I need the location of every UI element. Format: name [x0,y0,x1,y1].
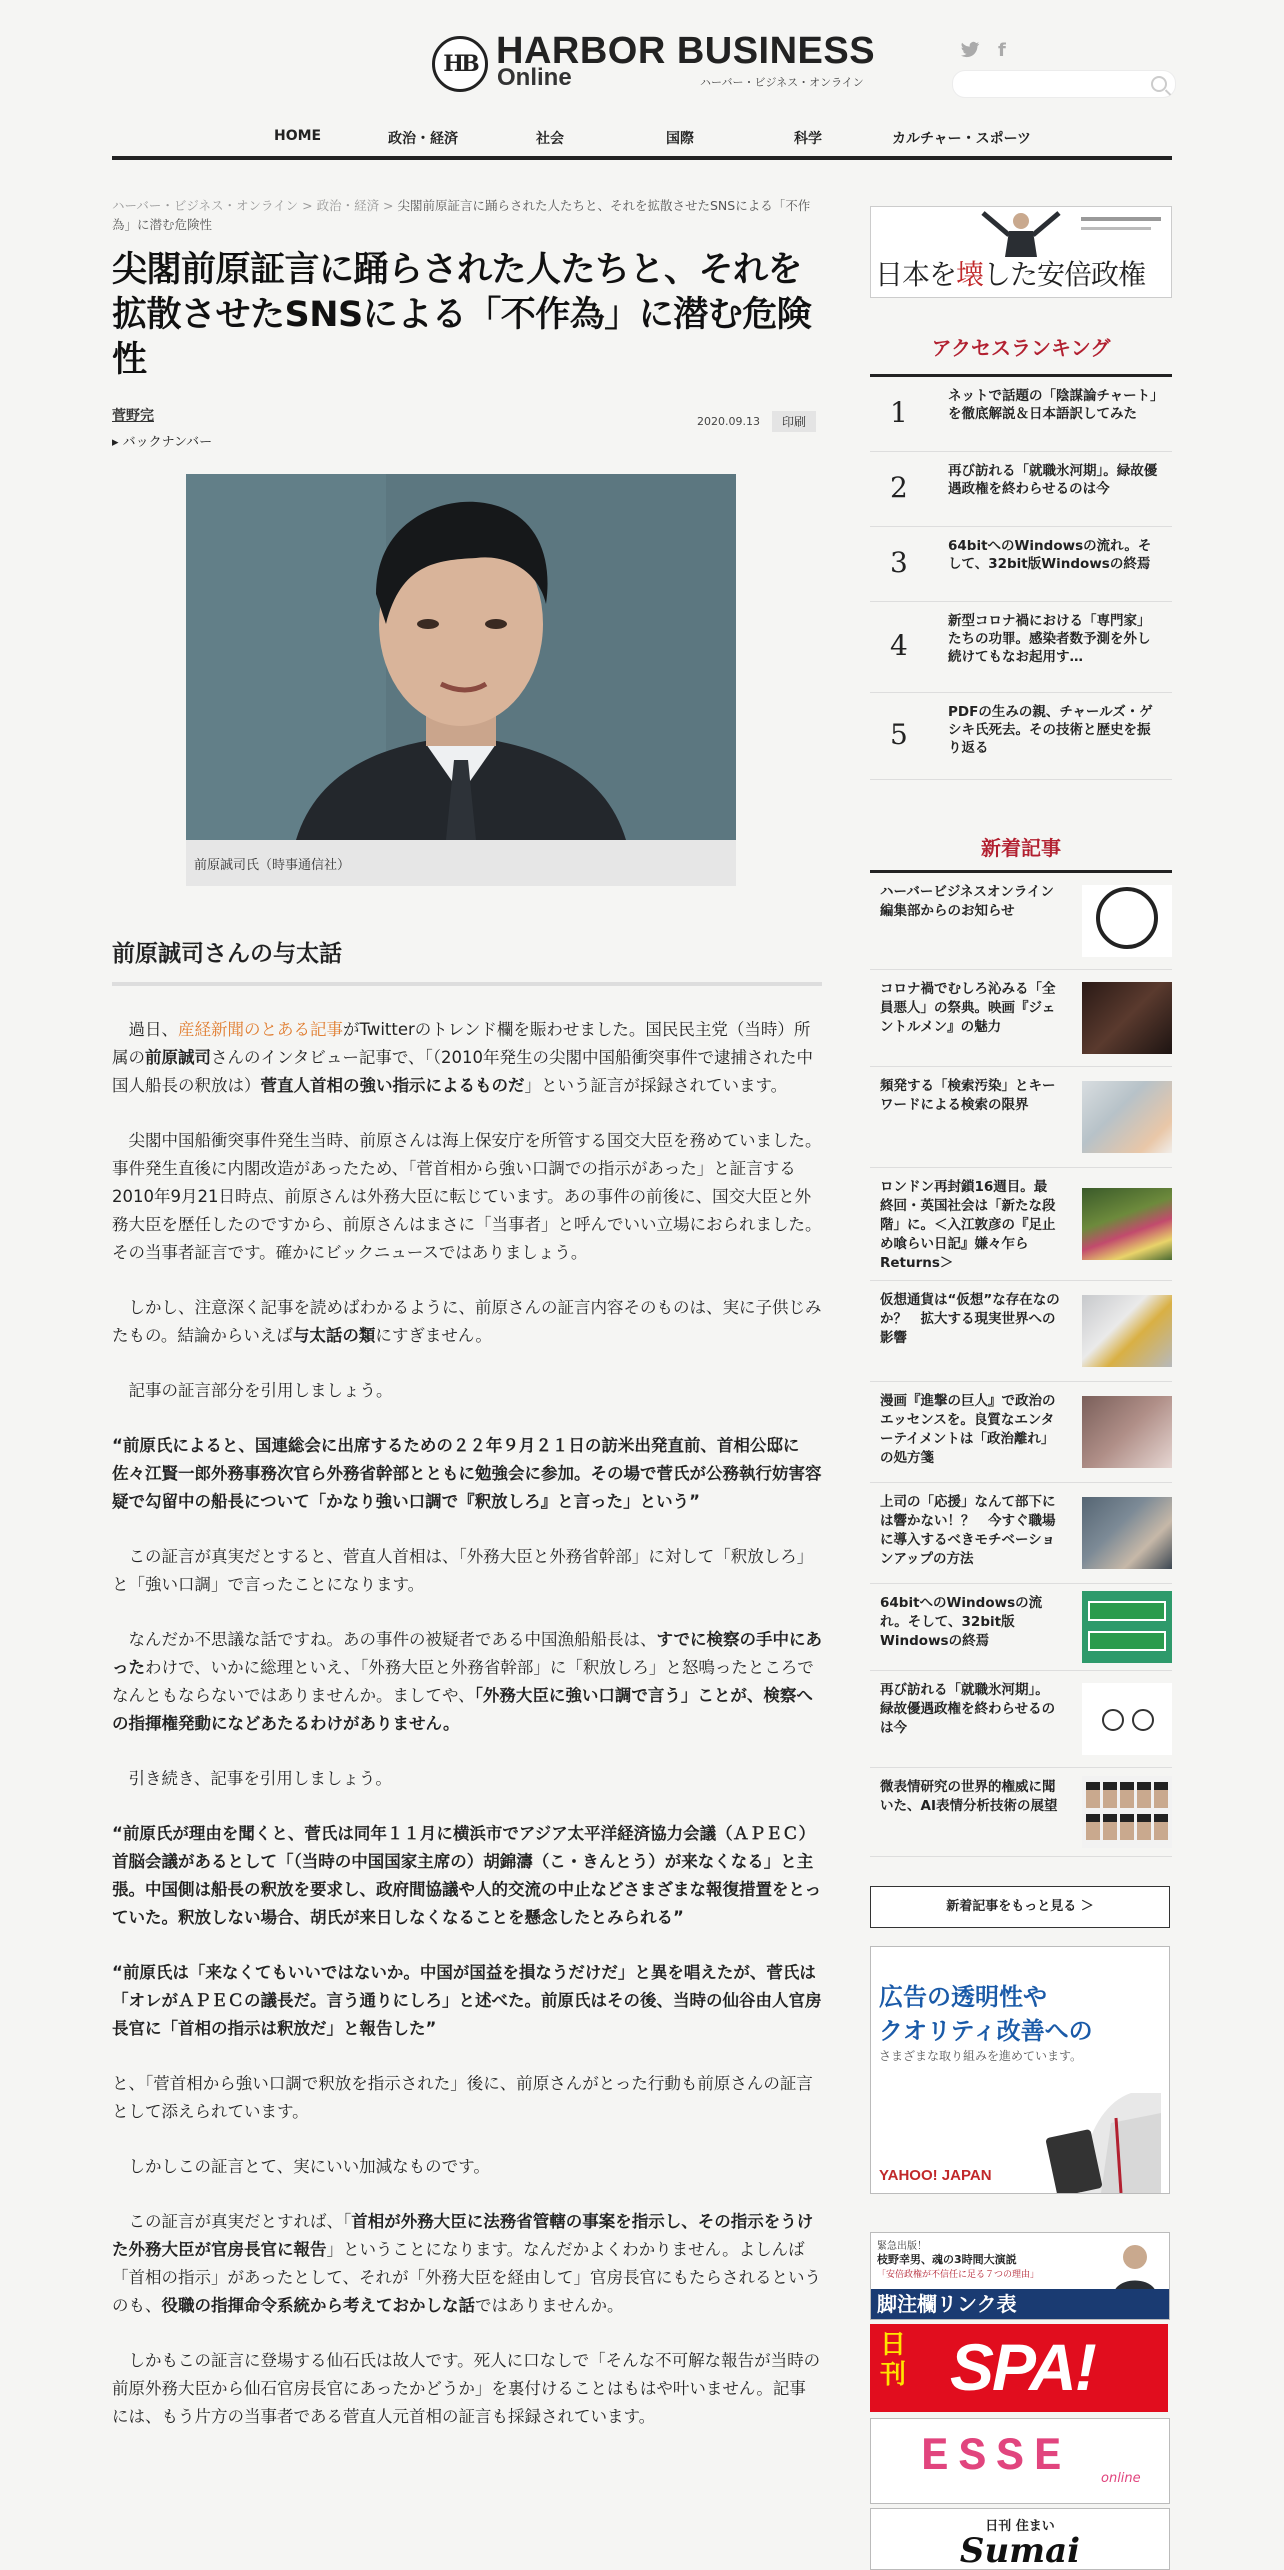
ranking-item[interactable] [870,377,1172,452]
site-logo-mark[interactable] [432,36,488,92]
new-article-thumbnail[interactable] [1082,1776,1172,1848]
article-main [112,196,822,2426]
bold-text: 前原誠司 [145,1048,211,1067]
new-article-thumbnail[interactable] [1082,1188,1172,1260]
article-photo [186,474,736,840]
face-thumb-graphic [1086,1782,1100,1808]
breadcrumb-current: 尖閣前原証言に踊らされた人たちと、それを拡散させたSNSによる「不作為」に潜む危険性 [112,198,811,232]
book-banner-small-3: 「安倍政権が不信任に足る７つの理由」 [877,2270,1040,2280]
ad-text-3: さまざまな取り組みを進めています。 [879,2049,1083,2063]
sumai-banner-logo: Sumai [959,2531,1081,2570]
banner-headline-accent: 壊 [956,258,984,291]
face-thumb-graphic [1103,1782,1117,1808]
face-thumb-graphic [1120,1782,1134,1808]
bold-text: 役職の指揮命令系統から考えておかしな話 [161,2296,475,2315]
text-run: ではありませんか。 [475,2296,624,2315]
bold-text: 首相が外務大臣に法務省管轄の事案を指示し、その指示をうけた外務大臣が官房長官に報告 [112,2212,814,2259]
ranking-title-link[interactable]: 再び訪れる「就職氷河期」。緑故優遇政権を終わらせるのは今 [948,463,1158,497]
text-run: この証言が真実だとすれば、「 [128,2212,352,2231]
banner-headline-part: 日本を [875,258,957,291]
new-article-item[interactable] [870,1168,1172,1281]
new-article-title-link[interactable]: コロナ禍でむしろ沁みる「全員悪人」の祭典。映画『ジェントルメン』の魅力 [880,981,1056,1035]
ranking-number: 3 [890,546,908,579]
quote-paragraph: “前原氏は「来なくてもいいではないか。中国が国益を損なうだけだ」と異を唱えたが、菅氏は「オレがＡＰＥＣの議長だ。言う通りにしろ」と述べた。前原氏はその後、当時の仙谷由人官房長官に「首相の指示は釈放だ」と報告した” [112,1963,822,2038]
spa-banner[interactable] [870,2324,1168,2412]
site-logo-subtitle: Online [497,64,572,91]
breadcrumb-category[interactable]: 政治・経済 [316,198,380,213]
text-run: しかし、注意深く記事を読めばわかるように、前原さんの証言内容そのものは、実に子供じみたもの。結論からいえば [112,1298,822,1345]
site-logo-title[interactable]: HARBOR BUSINESS [496,30,876,72]
new-article-thumbnail[interactable] [1082,1081,1172,1153]
body-paragraph: 引き続き、記事を引用しましょう。 [128,1769,392,1788]
nav-society[interactable]: 社会 [536,131,564,147]
new-article-item[interactable] [870,1382,1172,1483]
new-article-thumbnail[interactable] [1082,1591,1172,1663]
new-article-thumbnail[interactable] [1082,1497,1172,1569]
quote-paragraph: “前原氏によると、国連総会に出席するための２２年９月２１日の訪米出発直前、首相公邸に佐々江賢一郎外務事務次官ら外務省幹部とともに勉強会に参加。その場で菅氏が公務執行妨害容疑で勾留中の船長について「かなり強い口調で『釈放しろ』と言った」という” [112,1436,822,1511]
text-run: 過日、 [128,1020,178,1039]
body-paragraph [112,1626,822,1738]
bold-text: 菅直人首相の強い指示によるものだ [260,1076,525,1095]
publish-date: 2020.09.13 [697,415,760,428]
text-run: 」という証言が採録されています。 [524,1076,788,1095]
face-thumb-graphic [1120,1814,1134,1840]
breadcrumb-sep: > [298,198,317,213]
ranking-list [870,374,1172,780]
article-body [112,1016,822,2458]
site-logo-kana: ハーバー・ビジネス・オンライン [700,76,864,89]
article-meta [112,405,822,461]
print-button[interactable]: 印刷 [772,411,816,432]
esse-banner-logo: ESSE [921,2431,1072,2483]
new-article-title-link[interactable]: 上司の「応援」なんて部下には響かない！？ 今すぐ職場に導入するべきモチベーションアップの方法 [880,1494,1056,1567]
ranking-item[interactable] [870,527,1172,602]
new-article-thumbnail[interactable] [1082,1295,1172,1367]
new-article-title-link[interactable]: 64bitへのWindowsの流れ。そして、32bit版Windowsの終焉 [880,1595,1043,1649]
new-article-item[interactable] [870,1483,1172,1584]
more-new-articles-button[interactable]: 新着記事をもっと見る ＞ [870,1886,1170,1928]
ranking-title-link[interactable]: 新型コロナ禍における「専門家」たちの功罪。感染者数予測を外し続けてもなお起用す… [948,613,1151,665]
new-article-item[interactable] [870,1671,1172,1768]
new-article-thumbnail[interactable] [1082,1683,1172,1755]
ranking-title-link[interactable]: 64bitへのWindowsの流れ。そして、32bit版Windowsの終焉 [948,538,1152,572]
ranking-number: 5 [890,718,908,751]
ranking-title: アクセスランキング [931,336,1111,360]
new-article-title-link[interactable]: 微表情研究の世界的権威に聞いた、AI表情分析技術の展望 [880,1779,1058,1814]
yahoo-ad-banner[interactable] [870,1946,1170,2194]
new-article-item[interactable] [870,970,1172,1067]
article-title: 尖閣前原証言に踊らされた人たちと、それを拡散させたSNSによる「不作為」に潜む危険性 [112,250,812,380]
yahoo-logo: YAHOO! JAPAN [879,2167,992,2184]
manga-thumb-graphic [1102,1709,1124,1731]
article-photo-figure [186,474,736,886]
nav-home[interactable]: HOME [274,128,322,144]
text-run: 」ということになります。なんだかよくわかりません。よしんば「首相の指示」があったとして、それが「外務大臣を経由して」官房長官にもたらされるというのも、 [112,2240,822,2315]
face-thumb-graphic [1086,1814,1100,1840]
ranking-item[interactable] [870,452,1172,527]
ranking-title-link[interactable]: PDFの生みの親、チャールズ・ゲシキ氏死去。その技術と歴史を振り返る [948,704,1153,756]
new-articles-title: 新着記事 [981,836,1061,860]
author-link[interactable]: 菅野完 [112,408,154,424]
face-thumb-graphic [1137,1814,1151,1840]
breadcrumb-sep: > [379,198,398,213]
quote-paragraph: “前原氏が理由を聞くと、菅氏は同年１１月に横浜市でアジア太平洋経済協力会議（ＡＰＥＣ）首脳会議があるとして「（当時の中国国家主席の）胡錦濤（こ・きんとう）が来なくなる」と主張。中国側は船長の釈放を要求し、政府間協議や人的交流の中止などさまざまな報復措置をとっていた。釈放しない場合、胡氏が来日しなくなることを懸念したとみられる” [112,1824,822,1927]
new-article-item[interactable] [870,1768,1172,1857]
face-thumb-graphic [1137,1782,1151,1808]
sidebar-top-banner[interactable] [870,206,1172,298]
backnumber-link[interactable]: ▸ バックナンバー [112,435,213,450]
new-article-item[interactable] [870,1281,1172,1382]
ranking-item[interactable] [870,602,1172,693]
face-thumb-graphic [1154,1814,1168,1840]
face-thumb-graphic [1154,1782,1168,1808]
book-banner-label: 脚注欄リンク表 [871,2289,1169,2319]
facebook-icon[interactable]: f [998,40,1006,61]
nav-politics-economy[interactable]: 政治・経済 [388,131,458,147]
logo-mark-text: HB [443,51,477,77]
new-article-title-link[interactable]: ハーバービジネスオンライン編集部からのお知らせ [880,884,1055,919]
ad-text-2: クオリティ改善への [879,2017,1093,2045]
new-article-item[interactable] [870,873,1172,970]
site-header [0,0,1284,160]
banner-photo [871,207,1171,257]
text-run: がTwitterのトレンド欄を賑わせました。国民民主党（当時）所属の [112,1020,811,1067]
body-paragraph: しかもこの証言に登場する仙石氏は故人です。死人に口なしで「そんな不可解な報告が当時の前原外務大臣から仙石官房長官にあったかどうか」を裏付けることはもはや叶いません。記事には、もう片方の当事者である菅直人元首相の証言も採録されています。 [112,2351,821,2426]
ad-text-1: 広告の透明性や [879,1983,1047,2011]
nav-international[interactable]: 国際 [666,131,694,147]
body-paragraph: 記事の証言部分を引用しましょう。 [128,1381,393,1400]
nav-science[interactable]: 科学 [794,131,822,147]
search-input[interactable] [952,70,1176,98]
body-paragraph [112,1016,822,1100]
photo-caption: 前原誠司氏（時事通信社） [194,858,351,873]
new-article-title-link[interactable]: 再び訪れる「就職氷河期」。緑故優遇政権を終わらせるのは今 [880,1682,1056,1736]
bold-text: すでに検察の手中にあった [112,1630,822,1677]
breadcrumb [112,196,822,234]
breadcrumb-home[interactable]: ハーバー・ビジネス・オンライン [112,198,299,213]
new-article-item[interactable] [870,1067,1172,1168]
sign-thumb-graphic [1088,1601,1166,1621]
text-run: にすぎません。 [375,1326,492,1345]
ranking-number: 2 [890,471,908,504]
twitter-icon[interactable] [960,40,980,64]
new-articles-list [870,870,1172,1857]
new-article-thumbnail[interactable] [1082,1396,1172,1468]
body-paragraph: この証言が真実だとすると、菅直人首相は、「外務大臣と外務省幹部」に対して「釈放しろ」と「強い口調」で言ったことになります。 [112,1547,814,1594]
body-paragraph: と、「菅首相から強い口調で釈放を指示された」後に、前原さんがとった行動も前原さんの証言として添えられています。 [112,2074,813,2121]
book-banner[interactable] [870,2232,1170,2320]
hbo-logo-thumb [1096,887,1158,949]
banner-headline [875,253,1145,293]
esse-banner[interactable] [870,2418,1170,2504]
search-icon[interactable] [1151,76,1167,92]
face-thumb-graphic [1103,1814,1117,1840]
sign-thumb-graphic [1088,1631,1166,1651]
ranking-number: 1 [890,396,908,429]
ranking-item[interactable] [870,693,1172,780]
sumai-banner-sub: 日刊 住まい [985,2519,1055,2534]
book-banner-photo [1105,2237,1165,2297]
esse-banner-sub: online [1101,2471,1141,2486]
bold-text: 与太話の類 [292,1326,376,1345]
nav-culture-sports[interactable]: カルチャー・スポーツ [892,131,1032,147]
new-article-title-link[interactable]: ロンドン再封鎖16週目。最終回・英国社会は「新たな段階」に。＜入江敦彦の『足止め喰らい日記』嫌々乍らReturns＞ [880,1179,1056,1271]
new-article-title-link[interactable]: 仮想通貨は“仮想”な存在なのか？ 拡大する現実世界への影響 [880,1292,1060,1346]
new-article-title-link[interactable]: 頻発する「検索汚染」とキーワードによる検索の限界 [880,1078,1056,1113]
ranking-number: 4 [890,629,908,662]
book-banner-small-1: 緊急出版！ [877,2241,927,2252]
bold-text: 「外務大臣に強い口調で言う」ことが、検察への指揮権発動になどあたるわけがありません。 [112,1686,813,1733]
body-paragraph [112,1294,822,1350]
main-nav [112,118,1172,160]
body-paragraph [112,2208,822,2320]
ranking-title-link[interactable]: ネットで話題の「陰謀論チャート」を徹底解説＆日本語訳してみた [948,388,1157,422]
body-paragraph: しかしこの証言とて、実にいい加減なものです。 [128,2157,490,2176]
text-run: なんだか不思議な話ですね。あの事件の被疑者である中国漁船船長は、 [128,1630,657,1649]
spa-banner-sub: 日刊 [880,2330,907,2390]
book-banner-small-2: 枝野幸男、魂の3時間大演説 [877,2253,1017,2266]
text-run: さんのインタビュー記事で、「（2010年発生の尖閣中国船衝突事件で逮捕された中国人船長の釈放は） [112,1048,814,1095]
text-run: わけで、いかに総理といえ、「外務大臣と外務省幹部」に「釈放しろ」と怒鳴ったところでなんともならないではありませんか。ましてや、 [112,1658,814,1705]
ad-illustration [1021,2063,1161,2193]
spa-banner-logo: SPA! [950,2330,1095,2404]
new-article-title-link[interactable]: 漫画『進撃の巨人』で政治のエッセンスを。良質なエンターテイメントは「政治離れ」の処方箋 [880,1393,1056,1466]
sumai-banner[interactable] [870,2508,1170,2570]
manga-thumb-graphic [1132,1709,1154,1731]
new-article-thumbnail[interactable] [1082,982,1172,1054]
new-article-thumbnail[interactable] [1082,885,1172,957]
section-heading: 前原誠司さんの与太話 [112,935,822,986]
body-paragraph: 尖閣中国船衝突事件発生当時、前原さんは海上保安庁を所管する国交大臣を務めていました。事件発生直後に内閣改造があったため、「菅首相から強い口調での指示があった」と証言する2010年9月21日時点、前原さんは外務大臣に転じています。あの事件の前後に、国交大臣と外務大臣を歴任したのですから、前原さんはまさに「当事者」と呼んでいい立場におられました。その当事者証言です。確かにビックニュースではありましょう。 [112,1131,822,1262]
banner-headline-part: した安倍政権 [983,258,1146,291]
inline-article-link[interactable]: 産経新聞のとある記事 [178,1020,343,1039]
new-article-item[interactable] [870,1584,1172,1671]
